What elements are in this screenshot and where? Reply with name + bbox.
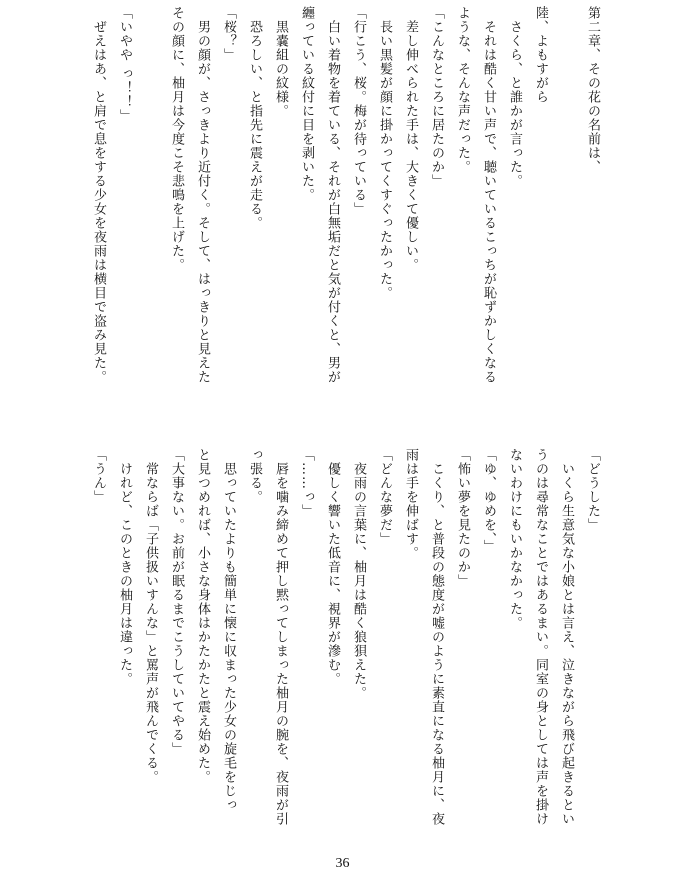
text-line: 白い着物を着ている、それが白無垢だと気が付くと、男が (325, 6, 340, 384)
text-line: 長い黒髪が顔に掛かってくすぐったかった。 (377, 6, 392, 300)
text-line: けれど、このときの柚月は違った。 (117, 448, 132, 686)
text-line: 優しく響いた低音に、視界が滲む。 (325, 448, 340, 686)
text-line: いくら生意気な小娘とは言え、泣きながら飛び起きるとい (559, 448, 574, 826)
text-line: 第二章、その花の名前は、 (585, 6, 600, 174)
text-line: 纏っている紋付に目を剥いた。 (299, 6, 314, 202)
text-line: と見つめれば、小さな身体はかたかたと震え始めた。 (195, 448, 210, 784)
text-line: 夜雨の言葉に、柚月は酷く狼狽えた。 (351, 448, 366, 700)
page-number: 36 (335, 856, 350, 871)
text-line (553, 6, 579, 391)
text-line: こくり、と普段の態度が嘘のように素直になる柚月に、夜 (429, 448, 444, 826)
text-line: その顔に、柚月は今度こそ悲鳴を上げた。 (169, 6, 184, 272)
text-line: 常ならば「子供扱いすんな」と罵声が飛んでくる。 (143, 448, 158, 784)
text-line: 「ゆ、ゆめを、」 (481, 448, 496, 554)
text-column-block-top (91, 6, 605, 391)
text-line: 「桜？」 (221, 6, 236, 62)
text-line: 陸、よもすがら (533, 6, 548, 104)
text-line: うのは尋常なことではあるまい。同室の身としては声を掛け (533, 448, 548, 826)
text-column-block-bottom (91, 448, 605, 833)
text-line: っ張る。 (247, 448, 262, 504)
text-line: 黒嚢組の紋様。 (273, 6, 288, 118)
text-line: ような、そんな声だった。 (455, 6, 470, 174)
text-line: 思っていたよりも簡単に懐に収まった少女の旋毛をじっ (221, 448, 236, 812)
text-line: ないわけにもいかなかった。 (507, 448, 522, 630)
text-line: ぜえはあ、と肩で息をする少女を夜雨は横目で盗み見た。 (91, 6, 106, 384)
text-line: 「うん」 (91, 448, 106, 504)
text-line: 男の顔が、さっきより近付く。そして、はっきりと見えた (195, 6, 210, 384)
text-line: 唇を噛み締めて押し黙ってしまった柚月の腕を、夜雨が引 (273, 448, 288, 826)
text-line: 「どうした」 (585, 448, 600, 532)
text-line: 「行こう、桜。梅が待っている」 (351, 6, 366, 216)
text-line: 「いやや っ！！」 (117, 6, 132, 124)
text-line: 「こんなところに居たのか」 (429, 6, 444, 188)
text-line (137, 6, 163, 391)
text-line: 「大事ない。お前が眠るまでこうしていてやる」 (169, 448, 184, 756)
text-line: 恐ろしい、と指先に震えが走る。 (247, 6, 262, 230)
text-line: 「怖い夢を見たのか」 (455, 448, 470, 588)
text-line: 差し伸べられた手は、大きくて優しい。 (403, 6, 418, 272)
text-line: さくら、と誰かが言った。 (507, 6, 522, 188)
text-line: それは酷く甘い声で、聴いているこっちが恥ずかしくなる (481, 6, 496, 384)
text-line: 「どんな夢だ」 (377, 448, 392, 546)
text-line: 「……っ」 (299, 448, 314, 518)
text-line: 雨は手を伸ばす。 (403, 448, 418, 560)
